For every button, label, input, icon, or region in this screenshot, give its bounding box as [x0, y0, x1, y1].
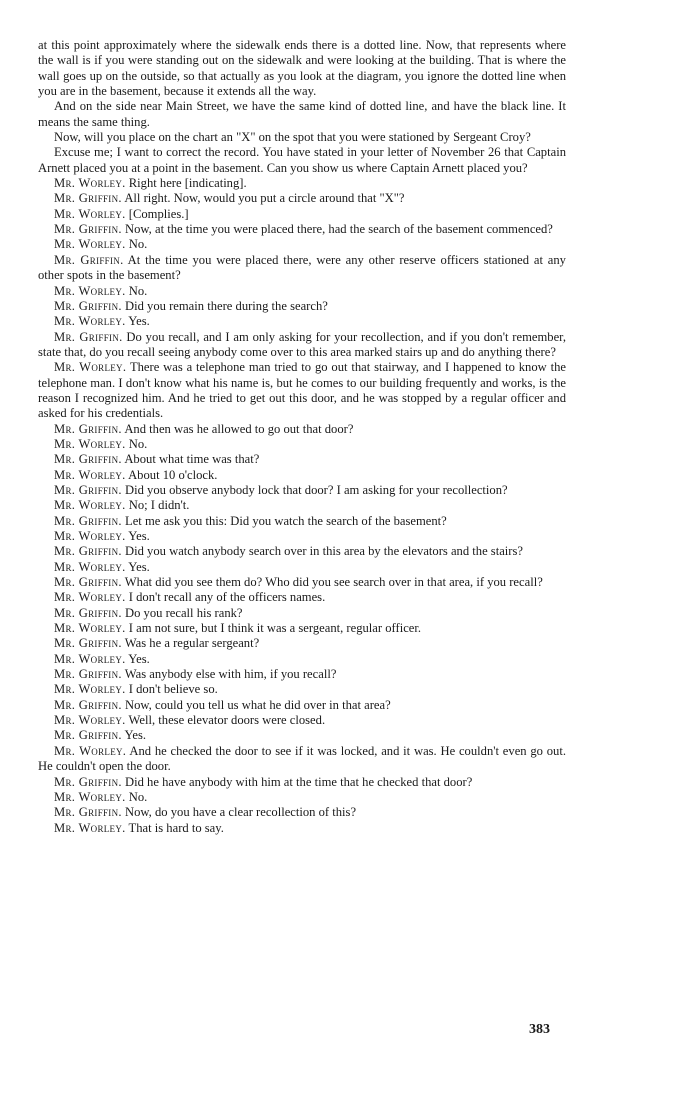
transcript-paragraph	[38, 330, 566, 361]
speaker-label: Mr. Griffin.	[54, 728, 122, 743]
transcript-paragraph	[38, 222, 566, 237]
transcript-paragraph	[38, 284, 566, 299]
speaker-label: Mr. Griffin.	[54, 605, 122, 620]
speaker-label: Mr. Worley.	[54, 237, 126, 252]
paragraph-text: Right here [indicating].	[128, 176, 247, 191]
paragraph-text: What did you see them do? Who did you see search over in that area, if you recall?	[124, 575, 543, 590]
transcript-paragraph	[38, 775, 566, 790]
paragraph-text: There was a telephone man tried to go out that stairway, and I happened to know the telephone man. I don't know what his name is, but he comes to our building frequently and works, is the reason I recognized him. And he tried to get out this door, and he was stopped by a regular officer and asked for his credentials.	[38, 360, 566, 421]
transcript-paragraph	[38, 682, 566, 697]
speaker-label: Mr. Griffin.	[54, 544, 122, 559]
paragraph-text: Did he have anybody with him at the time that he checked that door?	[125, 774, 473, 789]
transcript-paragraph	[38, 514, 566, 529]
transcript-paragraph	[38, 483, 566, 498]
transcript-paragraph	[38, 237, 566, 252]
paragraph-text: Did you observe anybody lock that door? I am asking for your recollection?	[125, 482, 508, 497]
paragraph-text: That is hard to say.	[128, 820, 224, 835]
transcript-paragraph	[38, 529, 566, 544]
speaker-label: Mr. Griffin.	[54, 452, 122, 467]
paragraph-text: No.	[128, 237, 148, 252]
transcript-paragraph	[38, 452, 566, 467]
speaker-label: Mr. Griffin.	[54, 421, 122, 436]
speaker-label: Mr. Worley.	[54, 176, 126, 191]
speaker-label: Mr. Worley.	[54, 206, 126, 221]
speaker-label: Mr. Griffin.	[54, 191, 122, 206]
paragraph-text: Was anybody else with him, if you recall?	[124, 667, 337, 682]
speaker-label: Mr. Worley.	[54, 651, 126, 666]
paragraph-text: I don't believe so.	[128, 682, 218, 697]
paragraph-text: Yes.	[128, 559, 150, 574]
speaker-label: Mr. Griffin.	[54, 482, 122, 497]
speaker-label: Mr. Griffin.	[54, 805, 122, 820]
paragraph-text: Yes.	[128, 651, 150, 666]
transcript-paragraph	[38, 698, 566, 713]
speaker-label: Mr. Griffin.	[54, 636, 122, 651]
paragraph-text: Now, will you place on the chart an "X" on the spot that you were stationed by Sergeant Croy?	[54, 130, 531, 145]
transcript-paragraph	[38, 498, 566, 513]
transcript-paragraph	[38, 575, 566, 590]
transcript-paragraph	[38, 728, 566, 743]
paragraph-text: Did you watch anybody search over in this area by the elevators and the stairs?	[125, 544, 523, 559]
speaker-label: Mr. Worley.	[54, 743, 127, 758]
speaker-label: Mr. Worley.	[54, 467, 126, 482]
paragraph-text: Yes.	[128, 314, 150, 329]
paragraph-text: About 10 o'clock.	[128, 467, 218, 482]
paragraph-text: About what time was that?	[124, 452, 260, 467]
transcript-paragraph	[38, 790, 566, 805]
speaker-label: Mr. Worley.	[54, 682, 126, 697]
transcript-paragraph	[38, 652, 566, 667]
paragraph-text: And he checked the door to see if it was locked, and it was. He couldn't even go out. He couldn't open the door.	[38, 743, 566, 774]
transcript-paragraph	[38, 191, 566, 206]
paragraph-text: [Complies.]	[128, 206, 189, 221]
paragraph-text: I am not sure, but I think it was a sergeant, regular officer.	[128, 621, 422, 636]
paragraph-text: Yes.	[124, 728, 147, 743]
transcript-paragraph	[38, 99, 566, 130]
speaker-label: Mr. Worley.	[54, 559, 126, 574]
paragraph-text: Now, do you have a clear recollection of this?	[125, 805, 357, 820]
paragraph-text: Let me ask you this: Did you watch the search of the basement?	[125, 513, 447, 528]
transcript-paragraph	[38, 560, 566, 575]
speaker-label: Mr. Worley.	[54, 498, 126, 513]
paragraph-text: Was he a regular sergeant?	[124, 636, 260, 651]
speaker-label: Mr. Worley.	[54, 713, 126, 728]
transcript-paragraph	[38, 360, 566, 421]
page-number: 383	[529, 1022, 550, 1037]
paragraph-text: Now, at the time you were placed there, had the search of the basement commenced?	[125, 222, 553, 237]
speaker-label: Mr. Griffin.	[54, 774, 122, 789]
speaker-label: Mr. Worley.	[54, 590, 126, 605]
transcript-paragraph	[38, 468, 566, 483]
paragraph-text: Excuse me; I want to correct the record. You have stated in your letter of November 26 that Captain Arnett placed you at a point in the basement. Can you show us where Captain Arnett placed you?	[38, 145, 566, 175]
transcript-paragraph	[38, 145, 566, 176]
paragraph-text: Do you recall, and I am only asking for your recollection, and if you don't remember, state that, do you recall seeing anybody come over to this area marked stairs up and do anything there?	[38, 329, 566, 359]
speaker-label: Mr. Worley.	[54, 283, 126, 298]
speaker-label: Mr. Worley.	[54, 529, 126, 543]
transcript-paragraph	[38, 621, 566, 636]
paragraph-text: Now, could you tell us what he did over in that area?	[125, 697, 391, 712]
speaker-label: Mr. Griffin.	[54, 252, 124, 267]
paragraph-text: At the time you were placed there, were any other reserve officers stationed at any other spots in the basement?	[38, 252, 566, 283]
transcript-paragraph	[38, 667, 566, 682]
paragraph-text: Well, these elevator doors were closed.	[128, 713, 326, 728]
paragraph-text: No.	[128, 283, 148, 298]
paragraph-text: And on the side near Main Street, we have the same kind of dotted line, and have the black line. It means the same thing.	[38, 99, 566, 129]
paragraph-text: No; I didn't.	[128, 498, 190, 513]
speaker-label: Mr. Worley.	[54, 820, 126, 835]
paragraph-text: at this point approximately where the sidewalk ends there is a dotted line. Now, that represents where the wall is if you were standing out on the sidewalk and were looking at the building. That is where the wall goes up on the outside, so that actually as you look at the diagram, you ignore the dotted line when you are in the basement, because it extends all the way.	[38, 38, 566, 99]
transcript-paragraph	[38, 207, 566, 222]
speaker-label: Mr. Griffin.	[54, 513, 122, 528]
transcript-paragraph	[38, 744, 566, 775]
speaker-label: Mr. Worley.	[54, 621, 126, 636]
transcript-paragraph	[38, 130, 566, 145]
transcript-paragraph	[38, 606, 566, 621]
speaker-label: Mr. Griffin.	[54, 329, 123, 344]
speaker-label: Mr. Griffin.	[54, 298, 122, 313]
transcript-paragraph	[38, 253, 566, 284]
transcript-paragraph	[38, 176, 566, 191]
speaker-label: Mr. Griffin.	[54, 575, 122, 590]
transcript-paragraph	[38, 437, 566, 452]
paragraph-text: No.	[128, 436, 148, 451]
transcript-paragraph	[38, 805, 566, 820]
paragraph-text: And then was he allowed to go out that door?	[124, 421, 354, 436]
speaker-label: Mr. Worley.	[54, 360, 127, 375]
transcript-paragraph	[38, 544, 566, 559]
transcript-paragraph	[38, 821, 566, 836]
paragraph-text: Do you recall his rank?	[125, 605, 243, 620]
transcript-paragraph	[38, 713, 566, 728]
paragraph-text: No.	[128, 789, 148, 804]
transcript-paragraph	[38, 314, 566, 329]
transcript-paragraph	[38, 38, 566, 99]
speaker-label: Mr. Worley.	[54, 789, 126, 804]
paragraph-text: Yes.	[128, 529, 150, 543]
paragraph-text: I don't recall any of the officers names.	[128, 590, 326, 605]
paragraph-text: All right. Now, would you put a circle around that "X"?	[124, 191, 405, 206]
speaker-label: Mr. Worley.	[54, 314, 126, 329]
speaker-label: Mr. Griffin.	[54, 697, 122, 712]
transcript-paragraph	[38, 590, 566, 605]
transcript-paragraph	[38, 636, 566, 651]
transcript-paragraph	[38, 299, 566, 314]
speaker-label: Mr. Worley.	[54, 436, 126, 451]
transcript-paragraph	[38, 422, 566, 437]
speaker-label: Mr. Griffin.	[54, 667, 122, 682]
speaker-label: Mr. Griffin.	[54, 222, 122, 237]
paragraph-text: Did you remain there during the search?	[125, 298, 328, 313]
transcript-body	[38, 38, 566, 836]
